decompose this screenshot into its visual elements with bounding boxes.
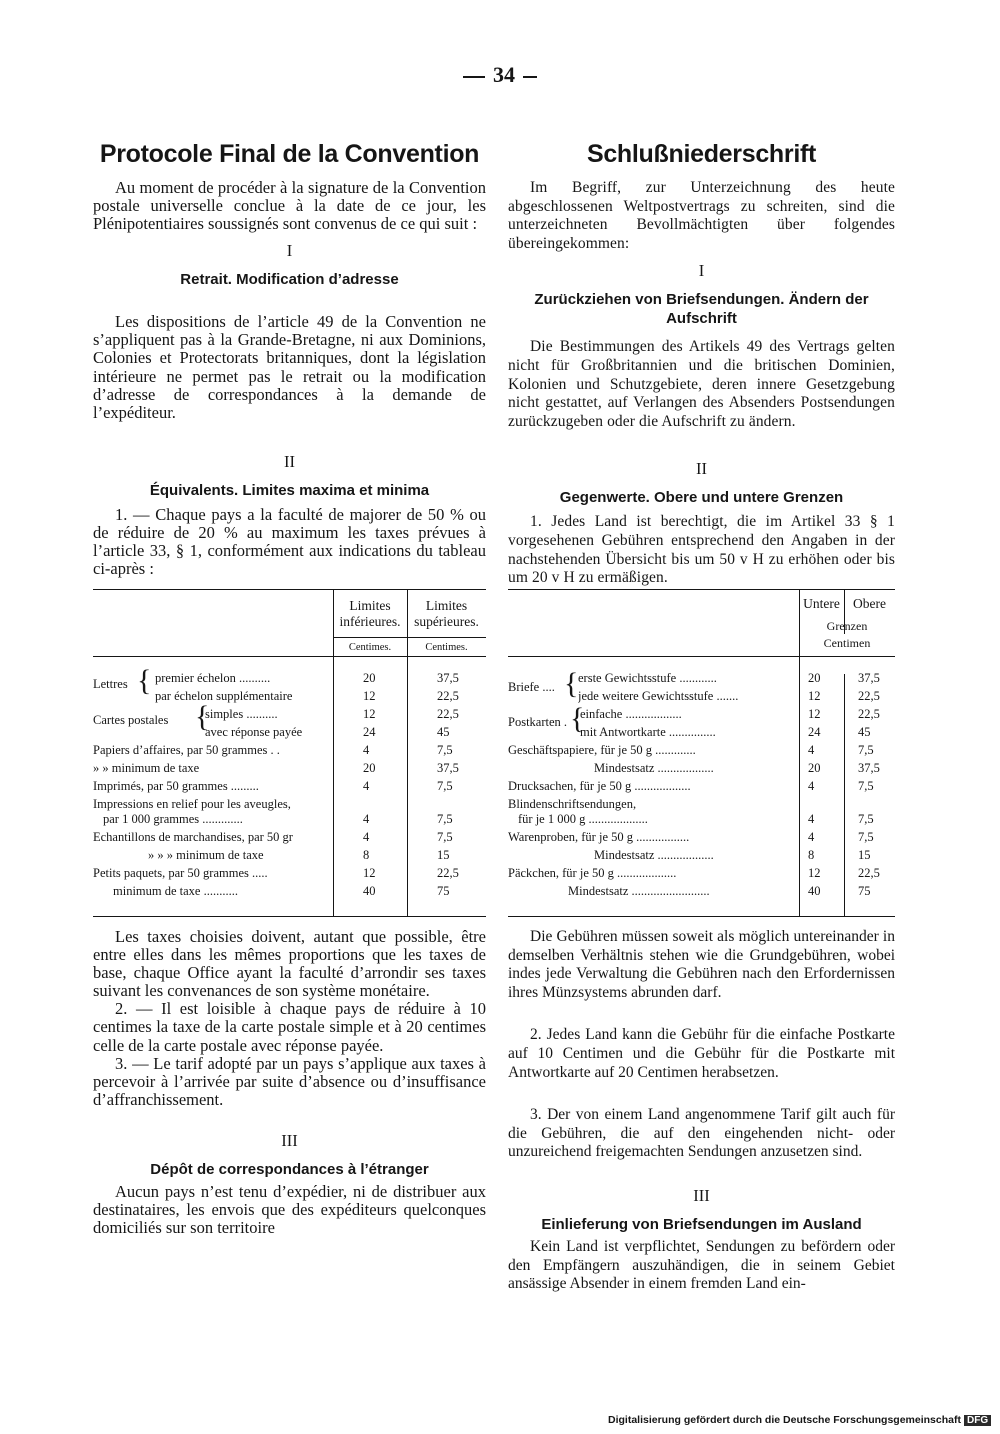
german-section-2-paragraph-1: 1. Jedes Land ist berechtigt, die im Artikel 33 § 1 vorgesehenen Gebühren entsprechend den Angaben in der nachstehenden Übersicht bis um 50 v H zu erhöhen oder bis um 20 v H zu ermäßigen. (508, 513, 895, 587)
table-row-label: Blindenschriftsendungen, (508, 797, 637, 811)
table-cell-upper-limit: 7,5 (437, 779, 453, 793)
table-cell-lower-limit: 4 (808, 743, 815, 757)
german-column-lower (508, 928, 895, 1294)
table-row (93, 705, 486, 723)
table-row-label: Warenproben, für je 50 g ................. (508, 830, 690, 844)
french-col-header-lower: Limites inférieures. (339, 598, 401, 629)
german-col-header-lower: Untere (803, 596, 840, 611)
french-section-1-text: Les dispositions de l’article 49 de la Convention ne s’appliquent pas à la Grande-Bretagne, ni aux Dominions, Colonies et Protectorats britanniques, dont la législation intérieure ne permet pas le retrait ou la modification d’adresse de correspondances à la demande de l’expéditeur. (93, 312, 486, 422)
table-cell-lower-limit: 12 (363, 866, 376, 880)
german-section-1-text: Die Bestimmungen des Artikels 49 des Vertrags gelten nicht für Großbritannien und die britischen Dominien, Kolonien und Schutzgebiete, deren innere Gesetzgebung nicht gestattet, auf Verlangen des Absenders Postsendungen zurückzugeben oder die Aufschrift zu ändern. (508, 338, 895, 430)
table-row (93, 759, 486, 777)
table-row-label: » » » minimum de taxe (148, 848, 264, 862)
french-section-1-heading: Retrait. Modification d’adresse (180, 271, 399, 289)
table-cell-lower-limit: 20 (808, 761, 821, 775)
french-unit-upper: Centimes. (425, 642, 468, 653)
table-cell-lower-limit: 12 (808, 689, 821, 703)
german-column (508, 140, 895, 608)
table-cell-lower-limit: 24 (808, 725, 821, 739)
german-tariff-table (508, 589, 895, 917)
table-row-label: simples .......... (205, 707, 278, 721)
table-row-label: Drucksachen, für je 50 g .................. (508, 779, 691, 793)
german-section-2-heading: Gegenwerte. Obere und untere Grenzen (559, 489, 844, 507)
table-row-label: Mindestsatz .................. (594, 848, 714, 862)
french-section-2-paragraph-3: 2. — Il est loisible à chaque pays de réduire à 10 centimes la taxe de la carte postale simple et à 20 centimes celle de la carte postale avec réponse payée. (93, 999, 486, 1055)
french-group-postcards: Cartes postales (93, 713, 169, 727)
table-row (93, 777, 486, 795)
german-section-2-paragraph-3: 2. Jedes Land kann die Gebühr für die einfache Postkarte auf 10 Centimen und die Gebühr für die Postkarte mit Antwortkarte auf 20 Centimen herabsetzen. (508, 1026, 895, 1081)
table-cell-upper-limit: 22,5 (858, 707, 880, 721)
footer-text: Digitalisierung gefördert durch die Deutsche Forschungsgemeinschaft (608, 1414, 961, 1426)
table-cell-lower-limit: 24 (363, 725, 376, 739)
table-cell-lower-limit: 4 (363, 779, 370, 793)
french-brace-letters: { (137, 664, 152, 697)
table-cell-upper-limit: 15 (437, 848, 450, 862)
french-section-2-paragraph-4: 3. — Le tarif adopté par un pays s’applique aux taxes à percevoir à l’arrivée par suite d’absence ou d’insuffisance d’affranchissement. (93, 1053, 486, 1109)
table-row-label: premier échelon .......... (155, 671, 271, 685)
table-row (508, 810, 895, 828)
table-row (508, 759, 895, 777)
german-sub-header-limits: Grenzen (826, 619, 868, 633)
table-row-label: Impressions en relief pour les aveugles, (93, 797, 291, 811)
page-number (0, 62, 1000, 88)
table-cell-upper-limit: 37,5 (437, 671, 459, 685)
table-row (508, 846, 895, 864)
german-brace-letters: { (564, 667, 579, 700)
german-section-3-number: III (693, 1185, 710, 1205)
table-row (508, 669, 895, 687)
german-intro: Im Begriff, zur Unterzeichnung des heute abgeschlossenen Weltpostvertrags zu schreiten, sind die unterzeichneten Bevollmächtigten über folgendes übereingekommen: (508, 179, 895, 252)
french-column (93, 140, 486, 600)
table-row-label: avec réponse payée (205, 725, 303, 739)
table-cell-upper-limit: 22,5 (437, 866, 459, 880)
french-section-2-heading: Équivalents. Limites maxima et minima (149, 481, 430, 499)
table-cell-lower-limit: 12 (808, 707, 821, 721)
table-row-label: Petits paquets, par 50 grammes ..... (93, 866, 268, 880)
table-cell-lower-limit: 12 (808, 866, 821, 880)
german-section-2-number: II (696, 459, 707, 479)
table-row (508, 687, 895, 705)
french-title: Protocole Final de la Convention (99, 140, 480, 168)
table-cell-lower-limit: 40 (363, 884, 376, 898)
table-cell-lower-limit: 4 (808, 779, 815, 793)
german-section-3-text: Kein Land ist verpflichtet, Sendungen zu befördern oder den Empfängern auszuhändigen, die in seinem Gebiet ansässige Absender in einem fremden Land ein- (508, 1237, 895, 1293)
table-cell-upper-limit: 37,5 (858, 671, 880, 685)
table-row (93, 828, 486, 846)
table-row (508, 882, 895, 900)
table-cell-lower-limit: 20 (363, 671, 376, 685)
table-row (93, 864, 486, 882)
table-cell-upper-limit: 15 (858, 848, 871, 862)
table-cell-upper-limit: 75 (437, 884, 450, 898)
table-row-label: par échelon supplémentaire (155, 689, 293, 703)
table-cell-upper-limit: 37,5 (858, 761, 880, 775)
table-row (508, 705, 895, 723)
german-section-3-heading: Einlieferung von Briefsendungen im Ausland (541, 1215, 862, 1233)
table-cell-lower-limit: 8 (363, 848, 370, 862)
table-row-label: für je 1 000 g ................... (518, 812, 648, 826)
french-section-3-heading: Dépôt de correspondances à l’étranger (150, 1160, 429, 1178)
table-cell-upper-limit: 37,5 (437, 761, 459, 775)
table-cell-upper-limit: 45 (437, 725, 450, 739)
table-cell-upper-limit: 22,5 (858, 689, 880, 703)
table-row-label: » » minimum de taxe (93, 761, 200, 775)
table-row (93, 846, 486, 864)
table-row (93, 810, 486, 828)
german-group-letters: Briefe .... (508, 680, 555, 694)
dfg-logo: DFG (964, 1415, 991, 1426)
table-row-label: mit Antwortkarte ............... (580, 725, 716, 739)
table-cell-lower-limit: 8 (808, 848, 815, 862)
german-title: Schlußniederschrift (586, 140, 817, 168)
table-row (93, 882, 486, 900)
french-column-lower (93, 928, 486, 1237)
table-cell-lower-limit: 4 (363, 812, 370, 826)
german-section-2-paragraph-4: 3. Der von einem Land angenommene Tarif gilt auch für die Gebühren, die auf den eingehenden nicht- oder unzureichend freigemachten Sendungen anzusetzen sind. (508, 1106, 895, 1161)
german-group-postcards: Postkarten . (508, 715, 568, 729)
table-cell-lower-limit: 20 (363, 761, 376, 775)
table-cell-upper-limit: 7,5 (437, 830, 453, 844)
table-row-label: Mindestsatz .................. (594, 761, 714, 775)
table-row-label: Mindestsatz ......................... (568, 884, 710, 898)
table-row-label: Geschäftspapiere, für je 50 g ............. (508, 743, 696, 757)
german-section-1-heading: Zurückziehen von Briefsendungen. Ändern der Aufschrift (534, 291, 869, 328)
table-row (93, 669, 486, 687)
table-cell-upper-limit: 22,5 (858, 866, 880, 880)
table-row-label: Imprimés, par 50 grammes ......... (93, 779, 259, 793)
table-row-label: erste Gewichtsstufe ............ (578, 671, 717, 685)
page-number-text: 34 (493, 62, 515, 87)
table-cell-upper-limit: 7,5 (858, 812, 874, 826)
table-row (508, 828, 895, 846)
table-cell-upper-limit: 22,5 (437, 689, 459, 703)
table-cell-lower-limit: 20 (808, 671, 821, 685)
french-section-3-number: III (281, 1130, 298, 1150)
table-cell-upper-limit: 22,5 (437, 707, 459, 721)
french-col-header-upper: Limites supérieures. (414, 598, 479, 629)
table-cell-lower-limit: 12 (363, 689, 376, 703)
table-cell-lower-limit: 4 (363, 830, 370, 844)
table-row-label: einfache .................. (580, 707, 682, 721)
footer-credit (608, 1414, 991, 1426)
german-brace-postcards: { (570, 702, 585, 735)
table-cell-upper-limit: 7,5 (858, 779, 874, 793)
table-cell-upper-limit: 45 (858, 725, 871, 739)
french-group-letters: Lettres (93, 677, 128, 691)
table-cell-lower-limit: 4 (363, 743, 370, 757)
table-row-label: jede weitere Gewichtsstufe ....... (578, 689, 739, 703)
table-row (508, 864, 895, 882)
french-unit-lower: Centimes. (348, 642, 392, 653)
table-row-label: Echantillons de marchandises, par 50 gr (93, 830, 293, 844)
table-row-label: Päckchen, für je 50 g ................... (508, 866, 677, 880)
french-brace-postcards: { (195, 700, 210, 733)
table-row (93, 741, 486, 759)
table-row-label: minimum de taxe ........... (113, 884, 238, 898)
table-row (93, 723, 486, 741)
table-cell-lower-limit: 40 (808, 884, 821, 898)
german-col-header-upper: Obere (853, 596, 886, 611)
french-section-2-number: II (284, 451, 295, 471)
table-row (93, 687, 486, 705)
table-cell-upper-limit: 7,5 (437, 812, 453, 826)
french-tariff-table (93, 589, 486, 917)
table-cell-lower-limit: 4 (808, 812, 815, 826)
french-section-2-paragraph-2: Les taxes choisies doivent, autant que possible, être entre elles dans les mêmes proportions que les taxes de base, chaque Office ayant la faculté d’arrondir ses taxes suivant les convenances de son système monétaire. (93, 927, 486, 1001)
table-cell-upper-limit: 7,5 (437, 743, 453, 757)
french-intro: Au moment de procéder à la signature de la Convention postale universelle conclue à la date de ce jour, les Plénipotentiaires soussignés sont convenus de ce qui suit : (93, 178, 486, 234)
table-row-label: par 1 000 grammes ............. (103, 812, 243, 826)
table-row (508, 777, 895, 795)
table-cell-upper-limit: 7,5 (858, 830, 874, 844)
table-row-label: Papiers d’affaires, par 50 grammes . . (93, 743, 280, 757)
table-row (508, 741, 895, 759)
table-cell-lower-limit: 4 (808, 830, 815, 844)
german-sub-header-unit: Centimen (823, 636, 871, 650)
table-row (508, 723, 895, 741)
french-section-3-text: Aucun pays n’est tenu d’expédier, ni de distribuer aux destinataires, les envois que des expéditeurs quelconques domiciliés sur son territoire (93, 1181, 486, 1238)
french-section-2-paragraph-1: 1. — Chaque pays a la faculté de majorer de 50 % ou de réduire de 20 % au maximum les taxes prévues à l’article 33, § 1, conformément aux indications du tableau ci-après : (93, 504, 486, 579)
table-cell-lower-limit: 12 (363, 707, 376, 721)
table-cell-upper-limit: 75 (858, 884, 871, 898)
french-section-1-number: I (286, 241, 293, 261)
german-section-2-paragraph-2: Die Gebühren müssen soweit als möglich untereinander in demselben Verhältnis stehen wie die Grundgebühren, wobei indes jede Verwaltung die Gebühren nach den Erfordernissen ihres Münzsystems abrunden darf. (508, 928, 895, 1001)
table-cell-upper-limit: 7,5 (858, 743, 874, 757)
german-section-1-number: I (698, 261, 705, 281)
